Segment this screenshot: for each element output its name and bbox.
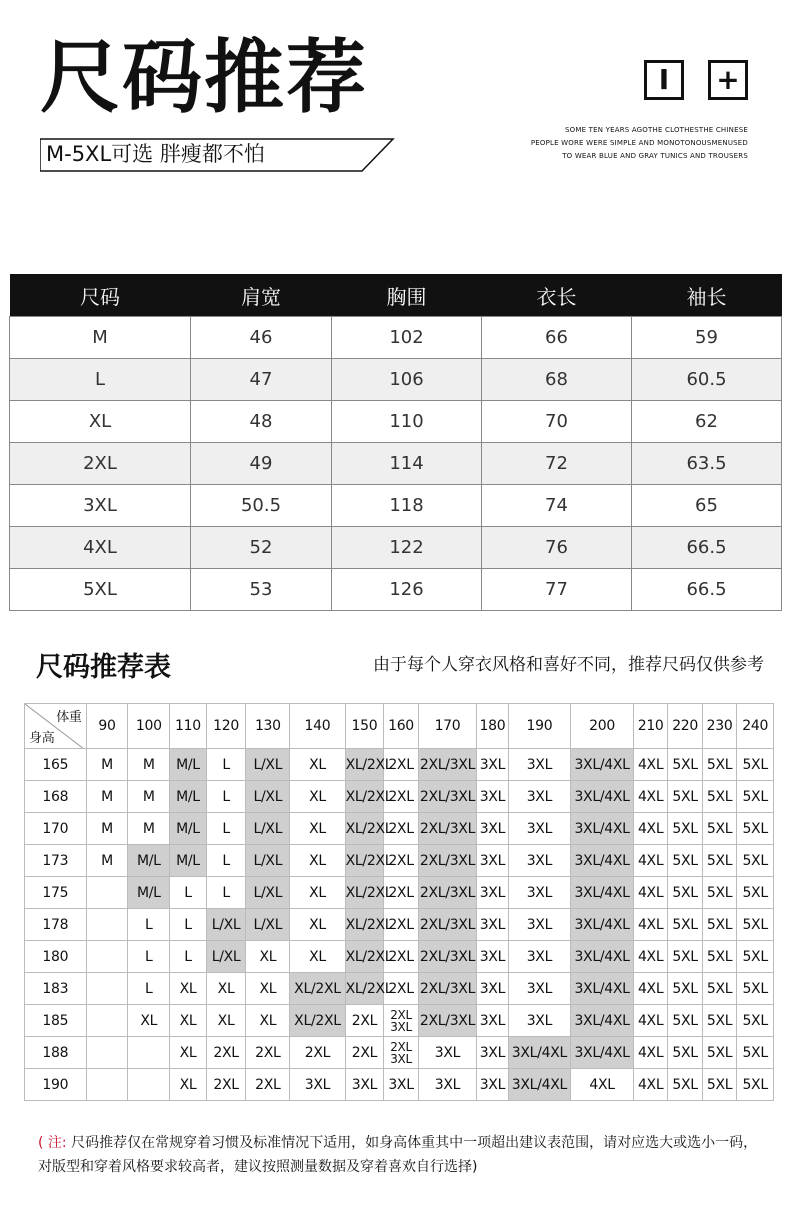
height-value: 173 [25,845,87,877]
size-cell [128,1069,170,1101]
table-cell: 72 [482,443,632,485]
weight-header: 160 [384,704,418,749]
size-cell: 3XL [508,909,571,941]
size-cell: M/L [170,749,207,781]
size-cell: L [206,877,246,909]
size-cell: L [206,845,246,877]
size-cell: M [128,781,170,813]
size-cell: 3XL [508,845,571,877]
size-cell: 5XL [702,1037,736,1069]
size-cell: 5XL [702,813,736,845]
size-cell: 2XL [384,877,418,909]
size-cell [86,1069,128,1101]
weight-header: 140 [290,704,345,749]
size-table-header: 肩宽 [191,274,332,317]
size-cell: 3XL [418,1037,476,1069]
table-cell: 63.5 [632,443,782,485]
size-cell: M [86,749,128,781]
table-cell: 76 [482,527,632,569]
size-cell: 2XL [345,1005,384,1037]
table-row [25,973,774,1005]
footnote-text: 尺码推荐仅在常规穿着习惯及标准情况下适用，如身高体重其中一项超出建议表范围，请对应选大或选小一码，对版型和穿着风格要求较高者，建议按照测量数据及穿着喜欢自行选择) [38,1135,758,1175]
size-cell: XL/2XL [345,877,384,909]
table-row [25,941,774,973]
table-row [25,1037,774,1069]
size-cell: L [128,973,170,1005]
size-cell: 3XL/4XL [508,1069,571,1101]
size-cell: 3XL [508,1005,571,1037]
size-cell: 5XL [668,845,702,877]
height-value: 185 [25,1005,87,1037]
size-cell: 2XL/3XL [418,941,476,973]
size-table-header: 袖长 [632,274,782,317]
table-cell: 74 [482,485,632,527]
size-cell: XL [128,1005,170,1037]
size-cell: XL [206,1005,246,1037]
size-cell: 5XL [668,1037,702,1069]
weight-header: 220 [668,704,702,749]
size-cell: XL [246,973,290,1005]
size-chart-table [9,274,782,611]
size-cell: 3XL [477,781,508,813]
weight-header: 110 [170,704,207,749]
size-cell: XL/2XL [345,941,384,973]
size-cell: L/XL [206,941,246,973]
height-label: 身高 [29,731,55,746]
size-cell [128,1037,170,1069]
size-cell: 3XL [477,877,508,909]
weight-header: 230 [702,704,736,749]
table-row [25,909,774,941]
page-title: 尺码推荐 [40,31,368,124]
size-cell: XL [170,1005,207,1037]
weight-header: 200 [571,704,634,749]
size-cell: L/XL [246,813,290,845]
table-row [25,813,774,845]
size-cell: 2XL/3XL [418,813,476,845]
height-value: 170 [25,813,87,845]
size-cell: 5XL [702,781,736,813]
table-cell: 66.5 [632,527,782,569]
size-table-header: 尺码 [10,274,191,317]
size-cell: 3XL [290,1069,345,1101]
table-cell: 118 [332,485,482,527]
line-icon: I [644,60,684,100]
size-cell: XL/2XL [345,781,384,813]
size-cell: 2XL 3XL [384,1037,418,1069]
table-cell: 47 [191,359,332,401]
size-cell: L/XL [246,877,290,909]
size-cell: 2XL/3XL [418,845,476,877]
size-cell: 3XL [508,749,571,781]
size-cell: 3XL [384,1069,418,1101]
size-cell: 2XL/3XL [418,1005,476,1037]
table-row [10,527,782,569]
size-cell: M [86,845,128,877]
size-cell: L [128,909,170,941]
size-cell: 2XL [290,1037,345,1069]
size-cell: XL [170,973,207,1005]
table-row [10,569,782,611]
size-cell: 5XL [737,813,774,845]
weight-header: 210 [633,704,667,749]
size-cell: 2XL [384,909,418,941]
size-cell: XL/2XL [345,845,384,877]
table-cell: 114 [332,443,482,485]
table-cell: L [10,359,191,401]
size-cell: 5XL [737,1005,774,1037]
size-cell: M/L [128,845,170,877]
size-cell: 3XL [477,845,508,877]
size-cell: 2XL [246,1037,290,1069]
size-cell: 2XL [345,1037,384,1069]
table-row [25,1069,774,1101]
footnote [38,1131,758,1179]
size-cell: 3XL [345,1069,384,1101]
size-cell: 2XL/3XL [418,877,476,909]
size-cell: XL/2XL [345,749,384,781]
recommend-title: 尺码推荐表 [36,652,171,683]
size-cell: 5XL [737,909,774,941]
table-cell: 106 [332,359,482,401]
size-cell: L/XL [246,845,290,877]
table-cell: M [10,317,191,359]
size-cell: 3XL [477,1005,508,1037]
size-recommend-table [24,703,774,1101]
size-cell: 5XL [668,813,702,845]
weight-header: 170 [418,704,476,749]
size-cell: XL/2XL [290,1005,345,1037]
size-cell: 2XL/3XL [418,749,476,781]
table-cell: 60.5 [632,359,782,401]
subtitle-text: M-5XL可选 胖瘦都不怕 [46,142,265,166]
size-cell: 2XL [206,1037,246,1069]
size-cell: 5XL [737,1037,774,1069]
size-cell: 4XL [633,877,667,909]
size-cell: 3XL/4XL [571,813,634,845]
size-cell: 5XL [702,941,736,973]
height-value: 180 [25,941,87,973]
recommend-note: 由于每个人穿衣风格和喜好不同，推荐尺码仅供参考 [373,655,764,675]
size-cell: 5XL [737,877,774,909]
table-row [25,1005,774,1037]
size-cell: 3XL [477,909,508,941]
size-cell: 3XL/4XL [571,909,634,941]
size-cell: XL [246,941,290,973]
size-cell: 3XL [508,877,571,909]
weight-header: 100 [128,704,170,749]
size-cell: L [206,781,246,813]
size-cell: 5XL [668,877,702,909]
table-cell: 46 [191,317,332,359]
size-cell: L/XL [246,909,290,941]
size-cell: 2XL [206,1069,246,1101]
table-cell: 65 [632,485,782,527]
size-cell [86,1005,128,1037]
table-row [25,845,774,877]
size-cell: 3XL [508,781,571,813]
size-cell: 4XL [633,1005,667,1037]
size-cell: M [128,749,170,781]
size-cell: 5XL [668,781,702,813]
size-cell: 3XL [477,1069,508,1101]
table-row [10,485,782,527]
size-cell: L [206,813,246,845]
size-cell: 5XL [702,973,736,1005]
size-cell: XL [246,1005,290,1037]
size-cell: 4XL [633,909,667,941]
table-row [25,877,774,909]
size-cell: 3XL/4XL [571,749,634,781]
size-cell: 2XL [384,781,418,813]
weight-header: 130 [246,704,290,749]
size-cell: 5XL [737,941,774,973]
size-cell: 4XL [633,941,667,973]
size-cell: 4XL [633,813,667,845]
table-cell: 110 [332,401,482,443]
table-cell: 68 [482,359,632,401]
size-cell: XL/2XL [290,973,345,1005]
size-cell: 5XL [668,1005,702,1037]
size-cell [86,1037,128,1069]
table-cell: 62 [632,401,782,443]
size-cell: 2XL [384,845,418,877]
size-cell: 5XL [737,781,774,813]
size-cell: 3XL [477,1037,508,1069]
size-cell: 5XL [702,1069,736,1101]
size-cell: 2XL [384,749,418,781]
slogan-text [508,124,748,163]
size-cell: M/L [170,845,207,877]
weight-header: 150 [345,704,384,749]
size-cell: L/XL [206,909,246,941]
size-cell: 4XL [633,1069,667,1101]
size-cell: L [170,941,207,973]
size-cell [86,941,128,973]
height-value: 175 [25,877,87,909]
size-cell: 5XL [702,1005,736,1037]
size-cell: XL/2XL [345,813,384,845]
size-cell: 2XL [384,973,418,1005]
weight-label: 体重 [56,710,82,725]
size-cell [86,909,128,941]
size-cell: 2XL [246,1069,290,1101]
size-cell: 5XL [737,973,774,1005]
size-cell: 5XL [668,1069,702,1101]
table-cell: XL [10,401,191,443]
size-cell: XL [290,749,345,781]
table-cell: 66.5 [632,569,782,611]
weight-header: 190 [508,704,571,749]
plus-icon: + [708,60,748,100]
size-cell: 3XL/4XL [571,1005,634,1037]
weight-header: 90 [86,704,128,749]
size-cell: 5XL [737,1069,774,1101]
size-cell: M [86,813,128,845]
table-cell: 66 [482,317,632,359]
size-cell: 4XL [633,845,667,877]
size-cell [86,973,128,1005]
size-cell: 5XL [668,909,702,941]
size-cell: M [86,781,128,813]
size-cell: 3XL/4XL [571,781,634,813]
size-cell: 3XL/4XL [571,845,634,877]
size-cell: XL [290,845,345,877]
size-cell: 4XL [571,1069,634,1101]
size-cell: XL [290,941,345,973]
table-cell: 122 [332,527,482,569]
height-value: 190 [25,1069,87,1101]
size-cell: 2XL [384,813,418,845]
table-cell: 77 [482,569,632,611]
size-cell: L/XL [246,781,290,813]
size-cell: XL [170,1069,207,1101]
size-cell: 2XL/3XL [418,973,476,1005]
height-value: 188 [25,1037,87,1069]
size-cell: 3XL [418,1069,476,1101]
table-cell: 48 [191,401,332,443]
size-cell: 4XL [633,1037,667,1069]
size-cell: M/L [128,877,170,909]
weight-header: 180 [477,704,508,749]
size-cell: 4XL [633,973,667,1005]
table-cell: 126 [332,569,482,611]
height-value: 178 [25,909,87,941]
size-cell: 5XL [702,749,736,781]
size-cell: M/L [170,781,207,813]
table-row [25,749,774,781]
size-cell: 5XL [668,941,702,973]
size-cell: XL/2XL [345,973,384,1005]
size-cell: XL [290,813,345,845]
weight-header: 240 [737,704,774,749]
size-cell: XL [290,877,345,909]
weight-header-row [25,704,774,749]
size-cell: XL [170,1037,207,1069]
size-cell: 3XL/4XL [571,1037,634,1069]
height-value: 183 [25,973,87,1005]
table-row [25,781,774,813]
size-cell: 5XL [702,877,736,909]
size-cell: 3XL [477,813,508,845]
table-row [10,359,782,401]
table-cell: 3XL [10,485,191,527]
size-cell: 3XL/4XL [571,877,634,909]
slogan-line: PEOPLE WORE WERE SIMPLE AND MONOTONOUSMENUSED [530,139,748,147]
table-cell: 2XL [10,443,191,485]
table-row [10,401,782,443]
size-cell: 5XL [668,749,702,781]
table-cell: 59 [632,317,782,359]
table-cell: 70 [482,401,632,443]
size-cell: L/XL [246,749,290,781]
weight-header: 120 [206,704,246,749]
size-cell: M/L [170,813,207,845]
table-cell: 52 [191,527,332,569]
subtitle-banner [40,138,395,170]
size-cell: XL [290,909,345,941]
size-table-header: 胸围 [332,274,482,317]
table-cell: 102 [332,317,482,359]
size-cell: 3XL [508,941,571,973]
size-cell: 5XL [702,909,736,941]
height-value: 165 [25,749,87,781]
size-cell: L [206,749,246,781]
size-cell: XL/2XL [345,909,384,941]
size-cell: 3XL [477,973,508,1005]
size-cell: M [128,813,170,845]
table-cell: 50.5 [191,485,332,527]
footnote-mark: ( 注: [38,1135,67,1151]
size-cell: 3XL [508,973,571,1005]
size-cell: 3XL [477,941,508,973]
slogan-line: TO WEAR BLUE AND GRAY TUNICS AND TROUSERS [562,152,748,160]
corner-cell [25,704,87,749]
size-cell: 3XL/4XL [508,1037,571,1069]
size-cell: XL [206,973,246,1005]
table-cell: 53 [191,569,332,611]
size-cell: 2XL [384,941,418,973]
table-row [10,317,782,359]
size-cell: 3XL/4XL [571,941,634,973]
size-cell: L [128,941,170,973]
size-cell: L [170,909,207,941]
table-cell: 4XL [10,527,191,569]
size-cell: 3XL [508,813,571,845]
size-cell: 4XL [633,749,667,781]
size-cell: 2XL/3XL [418,909,476,941]
size-cell: 2XL 3XL [384,1005,418,1037]
size-cell: 5XL [737,845,774,877]
size-cell: 2XL/3XL [418,781,476,813]
table-cell: 5XL [10,569,191,611]
size-cell: 4XL [633,781,667,813]
size-cell: 5XL [668,973,702,1005]
table-cell: 49 [191,443,332,485]
height-value: 168 [25,781,87,813]
size-cell: 5XL [702,845,736,877]
size-table-header: 衣长 [482,274,632,317]
size-cell: 5XL [737,749,774,781]
size-cell: 3XL/4XL [571,973,634,1005]
size-cell [86,877,128,909]
slogan-line: SOME TEN YEARS AGOTHE CLOTHESTHE CHINESE [565,126,748,134]
size-cell: L [170,877,207,909]
size-cell: 3XL [477,749,508,781]
size-cell: XL [290,781,345,813]
table-row [10,443,782,485]
